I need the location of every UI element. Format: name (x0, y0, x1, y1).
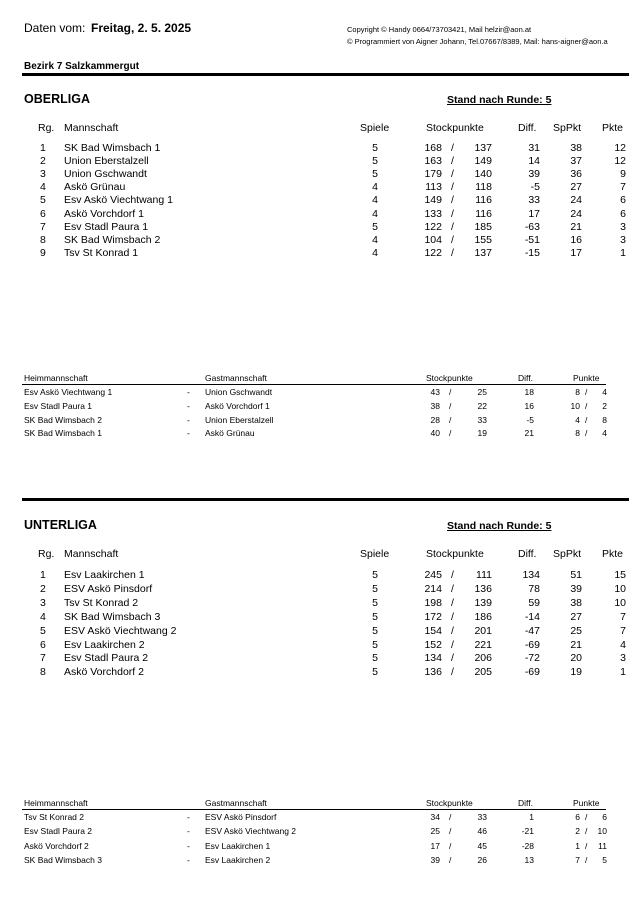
match-diff: 1 (529, 812, 534, 822)
col-header-rank: Rg. (38, 548, 55, 560)
match-home-team: SK Bad Wimsbach 1 (24, 428, 102, 439)
standing-slash: / (451, 181, 454, 194)
standing-slash: / (451, 194, 454, 207)
standing-diff: 31 (528, 142, 540, 154)
standing-pkte: 12 (614, 142, 626, 154)
match-dash: - (187, 812, 190, 822)
match-stock-home: 39 (430, 854, 440, 865)
unterliga-title: UNTERLIGA (24, 518, 97, 532)
standing-sppkt: 19 (570, 666, 582, 679)
standing-stock-against: 221 (474, 638, 492, 651)
standing-stock-for: 136 (424, 666, 442, 679)
match-points-guest: 11 (598, 840, 607, 851)
standing-pkte: 6 (620, 207, 626, 220)
match-header-home: Heimmannschaft (24, 798, 88, 808)
standing-pkte: 6 (620, 194, 626, 207)
match-slash: / (449, 387, 452, 397)
match-diff: -28 (521, 840, 534, 851)
standing-team: ESV Askö Viechtwang 2 (64, 624, 177, 637)
match-diff: 18 (524, 387, 534, 397)
col-header-pkte: Pkte (602, 122, 624, 134)
match-dash: - (187, 414, 190, 425)
standing-diff: -69 (524, 638, 540, 651)
standing-diff: 59 (528, 596, 540, 609)
standing-rank: 6 (40, 207, 46, 220)
standing-sppkt: 24 (570, 194, 582, 207)
match-points-home: 6 (575, 812, 580, 822)
match-stock-home: 34 (430, 812, 440, 822)
match-home-team: SK Bad Wimsbach 3 (24, 854, 102, 865)
standing-pkte: 10 (614, 582, 626, 595)
match-points-slash: / (585, 428, 588, 439)
standing-rank: 4 (40, 181, 46, 194)
col-header-diff: Diff. (518, 548, 537, 560)
standing-slash: / (451, 652, 454, 665)
match-stock-guest: 22 (477, 400, 487, 411)
match-guest-team: ESV Askö Viechtwang 2 (205, 826, 297, 837)
standing-pkte: 4 (620, 638, 626, 651)
standing-team: Union Gschwandt (64, 168, 147, 181)
match-slash: / (449, 428, 452, 439)
standing-pkte: 7 (620, 181, 626, 194)
standing-games: 5 (372, 596, 378, 609)
standing-sppkt: 20 (570, 652, 582, 665)
standing-stock-for: 149 (424, 194, 442, 207)
match-header-home: Heimmannschaft (24, 373, 88, 383)
standing-diff: 33 (528, 194, 540, 207)
standing-slash: / (451, 666, 454, 679)
match-guest-team: Askö Vorchdorf 1 (205, 400, 270, 411)
standing-diff: -69 (524, 666, 540, 679)
match-points-guest: 10 (597, 826, 607, 837)
standing-stock-against: 116 (475, 194, 492, 207)
standing-slash: / (451, 220, 454, 233)
standing-rank: 2 (40, 582, 46, 595)
standing-games: 5 (372, 220, 378, 233)
standing-rank: 5 (40, 624, 46, 637)
match-diff: -21 (521, 826, 534, 837)
match-guest-team: Union Eberstalzell (205, 414, 274, 425)
match-points-guest: 6 (602, 812, 607, 822)
section-divider (22, 73, 629, 76)
standing-pkte: 1 (620, 246, 626, 259)
standing-stock-for: 179 (424, 168, 442, 181)
col-header-stockpoints: Stockpunkte (426, 548, 484, 560)
standing-diff: -14 (524, 610, 540, 623)
match-points-slash: / (585, 840, 588, 851)
match-points-guest: 2 (602, 400, 607, 411)
standing-games: 4 (372, 194, 378, 207)
standing-stock-against: 206 (474, 652, 492, 665)
standing-team: ESV Askö Pinsdorf (64, 582, 153, 595)
standing-stock-for: 122 (424, 220, 442, 233)
standing-team: SK Bad Wimsbach 2 (64, 233, 161, 246)
standing-pkte: 12 (614, 155, 626, 168)
match-home-team: Esv Askö Viechtwang 1 (24, 387, 113, 397)
match-slash: / (449, 826, 452, 837)
region-title: Bezirk 7 Salzkammergut (24, 61, 140, 72)
standing-stock-against: 137 (474, 142, 492, 154)
standing-stock-for: 214 (424, 582, 442, 595)
match-stock-guest: 25 (477, 387, 487, 397)
standing-diff: 14 (528, 155, 540, 168)
match-slash: / (449, 812, 452, 822)
standing-games: 5 (372, 142, 378, 154)
match-stock-home: 40 (430, 428, 440, 439)
standing-diff: -51 (524, 233, 540, 246)
standing-diff: -5 (530, 181, 540, 194)
match-points-guest: 4 (602, 387, 607, 397)
match-points-guest: 8 (602, 414, 607, 425)
standing-stock-against: 186 (474, 610, 492, 623)
match-points-slash: / (585, 400, 588, 411)
standing-games: 5 (372, 168, 378, 181)
match-slash: / (449, 400, 452, 411)
standing-pkte: 3 (620, 233, 626, 246)
standing-team: Askö Vorchdorf 1 (64, 207, 144, 220)
standing-slash: / (451, 638, 454, 651)
standing-stock-against: 205 (474, 666, 492, 679)
standing-sppkt: 38 (570, 596, 582, 609)
match-guest-team: Esv Laakirchen 1 (205, 840, 271, 851)
standing-sppkt: 21 (570, 220, 582, 233)
col-header-stockpoints: Stockpunkte (426, 122, 484, 134)
copyright-line-1: Copyright © Handy 0664/73703421, Mail helzir@aon.at (347, 25, 532, 34)
standing-stock-for: 113 (425, 181, 442, 194)
standing-team: SK Bad Wimsbach 3 (64, 610, 161, 623)
unterliga-stand: Stand nach Runde: 5 (447, 520, 552, 532)
match-points-slash: / (585, 414, 588, 425)
standing-diff: -15 (524, 246, 540, 259)
match-diff: 21 (524, 428, 534, 439)
match-guest-team: ESV Askö Pinsdorf (205, 812, 277, 822)
col-header-sppkt: SpPkt (553, 548, 582, 560)
standing-sppkt: 17 (570, 246, 582, 259)
match-dash: - (187, 826, 190, 837)
col-header-diff: Diff. (518, 122, 537, 134)
standing-games: 5 (372, 610, 378, 623)
standing-stock-against: 137 (474, 246, 492, 259)
standing-games: 5 (372, 638, 378, 651)
standing-slash: / (451, 233, 454, 246)
standing-sppkt: 51 (570, 569, 582, 581)
match-stock-home: 17 (430, 840, 440, 851)
match-points-guest: 5 (602, 854, 607, 865)
standing-sppkt: 16 (570, 233, 582, 246)
match-points-slash: / (585, 854, 588, 865)
standing-sppkt: 27 (570, 610, 582, 623)
standing-stock-for: 104 (424, 233, 442, 246)
standing-sppkt: 36 (570, 168, 582, 181)
standing-diff: 134 (522, 569, 540, 581)
match-dash: - (187, 387, 190, 397)
standing-sppkt: 37 (570, 155, 582, 168)
col-header-pkte: Pkte (602, 548, 624, 560)
standing-team: Esv Stadl Paura 1 (64, 220, 149, 233)
col-header-team: Mannschaft (64, 122, 119, 134)
standing-games: 5 (372, 652, 378, 665)
match-dash: - (187, 854, 190, 865)
standing-rank: 7 (40, 220, 46, 233)
standing-diff: 78 (528, 582, 540, 595)
standing-team: Esv Laakirchen 2 (64, 638, 145, 651)
standing-rank: 8 (40, 233, 46, 246)
standing-team: Esv Askö Viechtwang 1 (64, 194, 173, 207)
copyright-line-2: © Programmiert von Aigner Johann, Tel.07667/8389, Mail: hans-aigner@aon.a (347, 37, 608, 46)
match-stock-guest: 26 (477, 854, 487, 865)
match-dash: - (187, 400, 190, 411)
oberliga-title: OBERLIGA (24, 92, 90, 106)
standing-pkte: 7 (620, 610, 626, 623)
standing-games: 4 (372, 207, 378, 220)
standing-stock-against: 185 (474, 220, 492, 233)
match-slash: / (449, 414, 452, 425)
col-header-rank: Rg. (38, 122, 55, 134)
standing-stock-for: 134 (424, 652, 442, 665)
standing-games: 5 (372, 582, 378, 595)
match-header-guest: Gastmannschaft (205, 373, 267, 383)
standing-games: 5 (372, 624, 378, 637)
match-dash: - (187, 840, 190, 851)
match-stock-home: 25 (430, 826, 440, 837)
match-header-diff: Diff. (518, 373, 533, 383)
match-header-points: Punkte (573, 373, 600, 383)
standing-diff: 39 (528, 168, 540, 181)
match-home-team: Esv Stadl Paura 2 (24, 826, 93, 837)
standing-games: 5 (372, 666, 378, 679)
standing-rank: 1 (40, 142, 46, 154)
match-points-home: 1 (575, 840, 580, 851)
match-slash: / (449, 840, 452, 851)
match-header-diff: Diff. (518, 798, 533, 808)
match-points-home: 8 (575, 428, 580, 439)
match-diff: -5 (526, 414, 534, 425)
match-points-slash: / (585, 812, 588, 822)
standing-rank: 9 (40, 246, 46, 259)
col-header-sppkt: SpPkt (553, 122, 582, 134)
standing-slash: / (451, 596, 454, 609)
standing-games: 5 (372, 569, 378, 581)
standing-sppkt: 24 (570, 207, 582, 220)
standing-slash: / (451, 142, 454, 154)
match-stock-home: 38 (430, 400, 440, 411)
match-dash: - (187, 428, 190, 439)
match-header-rule (22, 384, 606, 385)
standing-team: Esv Stadl Paura 2 (64, 652, 149, 665)
standing-team: Askö Grünau (64, 181, 126, 194)
standing-stock-against: 118 (475, 181, 492, 194)
standing-stock-against: 140 (474, 168, 492, 181)
standing-pkte: 15 (614, 569, 626, 581)
match-header-stockpoints: Stockpunkte (426, 373, 473, 383)
standing-slash: / (451, 582, 454, 595)
col-header-games: Spiele (360, 122, 390, 134)
match-points-slash: / (585, 826, 588, 837)
standing-stock-for: 163 (424, 155, 442, 168)
match-header-guest: Gastmannschaft (205, 798, 267, 808)
standing-stock-against: 111 (476, 569, 492, 581)
match-stock-home: 43 (430, 387, 440, 397)
standing-rank: 3 (40, 168, 46, 181)
match-header-stockpoints: Stockpunkte (426, 798, 473, 808)
match-header-points: Punkte (573, 798, 600, 808)
standing-rank: 7 (40, 652, 46, 665)
match-points-home: 4 (575, 414, 580, 425)
standing-pkte: 1 (620, 666, 626, 679)
standing-slash: / (451, 610, 454, 623)
match-header-rule (22, 809, 606, 810)
standing-stock-against: 136 (474, 582, 492, 595)
standing-sppkt: 27 (570, 181, 582, 194)
match-home-team: SK Bad Wimsbach 2 (24, 414, 102, 425)
standing-rank: 2 (40, 155, 46, 168)
standing-stock-against: 139 (474, 596, 492, 609)
match-stock-guest: 33 (477, 812, 487, 822)
standing-stock-for: 245 (424, 569, 442, 581)
standing-team: SK Bad Wimsbach 1 (64, 142, 161, 154)
standing-stock-against: 116 (475, 207, 492, 220)
match-home-team: Tsv St Konrad 2 (24, 812, 85, 822)
standing-stock-for: 154 (424, 624, 442, 637)
standing-sppkt: 25 (570, 624, 582, 637)
match-points-guest: 4 (602, 428, 607, 439)
match-stock-guest: 19 (477, 428, 487, 439)
standing-team: Askö Vorchdorf 2 (64, 666, 144, 679)
standing-stock-for: 198 (424, 596, 442, 609)
match-diff: 16 (524, 400, 534, 411)
standing-diff: -63 (524, 220, 540, 233)
standing-stock-for: 172 (424, 610, 442, 623)
section-divider (22, 498, 629, 501)
date-value: Freitag, 2. 5. 2025 (91, 21, 192, 35)
match-diff: 13 (524, 854, 534, 865)
standing-team: Union Eberstalzell (64, 155, 149, 168)
date-label: Daten vom: (24, 21, 86, 35)
standing-team: Tsv St Konrad 1 (64, 246, 139, 259)
match-home-team: Esv Stadl Paura 1 (24, 400, 93, 411)
standing-sppkt: 39 (570, 582, 582, 595)
col-header-team: Mannschaft (64, 548, 119, 560)
match-guest-team: Esv Laakirchen 2 (205, 854, 271, 865)
standing-rank: 3 (40, 596, 46, 609)
standing-games: 4 (372, 233, 378, 246)
match-stock-guest: 45 (477, 840, 487, 851)
standing-games: 4 (372, 246, 378, 259)
match-stock-home: 28 (430, 414, 440, 425)
standing-games: 5 (372, 155, 378, 168)
standing-pkte: 7 (620, 624, 626, 637)
standing-diff: -47 (524, 624, 540, 637)
standing-pkte: 10 (614, 596, 626, 609)
standing-rank: 6 (40, 638, 46, 651)
standing-diff: -72 (524, 652, 540, 665)
standing-rank: 5 (40, 194, 46, 207)
standing-pkte: 9 (620, 168, 626, 181)
standing-stock-against: 201 (474, 624, 492, 637)
standing-sppkt: 21 (570, 638, 582, 651)
match-guest-team: Askö Grünau (205, 428, 255, 439)
standing-stock-for: 168 (424, 142, 442, 154)
standing-diff: 17 (528, 207, 540, 220)
standing-slash: / (451, 155, 454, 168)
standing-stock-against: 149 (474, 155, 492, 168)
standing-pkte: 3 (620, 220, 626, 233)
standing-stock-for: 133 (424, 207, 442, 220)
standing-rank: 8 (40, 666, 46, 679)
standing-slash: / (451, 207, 454, 220)
standing-stock-against: 155 (474, 233, 492, 246)
match-points-home: 10 (570, 400, 580, 411)
standing-pkte: 3 (620, 652, 626, 665)
standing-team: Esv Laakirchen 1 (64, 569, 145, 581)
match-guest-team: Union Gschwandt (205, 387, 273, 397)
match-points-home: 2 (575, 826, 580, 837)
match-stock-guest: 33 (477, 414, 487, 425)
standing-slash: / (451, 624, 454, 637)
match-stock-guest: 46 (477, 826, 487, 837)
standing-games: 4 (372, 181, 378, 194)
col-header-games: Spiele (360, 548, 390, 560)
match-points-home: 8 (575, 387, 580, 397)
standing-sppkt: 38 (570, 142, 582, 154)
oberliga-stand: Stand nach Runde: 5 (447, 94, 552, 106)
standing-slash: / (451, 569, 454, 581)
match-home-team: Askö Vorchdorf 2 (24, 840, 89, 851)
standing-team: Tsv St Konrad 2 (64, 596, 139, 609)
standing-slash: / (451, 246, 454, 259)
match-points-slash: / (585, 387, 588, 397)
match-points-home: 7 (575, 854, 580, 865)
standing-rank: 1 (40, 569, 46, 581)
standing-stock-for: 152 (424, 638, 442, 651)
standing-stock-for: 122 (424, 246, 442, 259)
standing-rank: 4 (40, 610, 46, 623)
standing-slash: / (451, 168, 454, 181)
match-slash: / (449, 854, 452, 865)
